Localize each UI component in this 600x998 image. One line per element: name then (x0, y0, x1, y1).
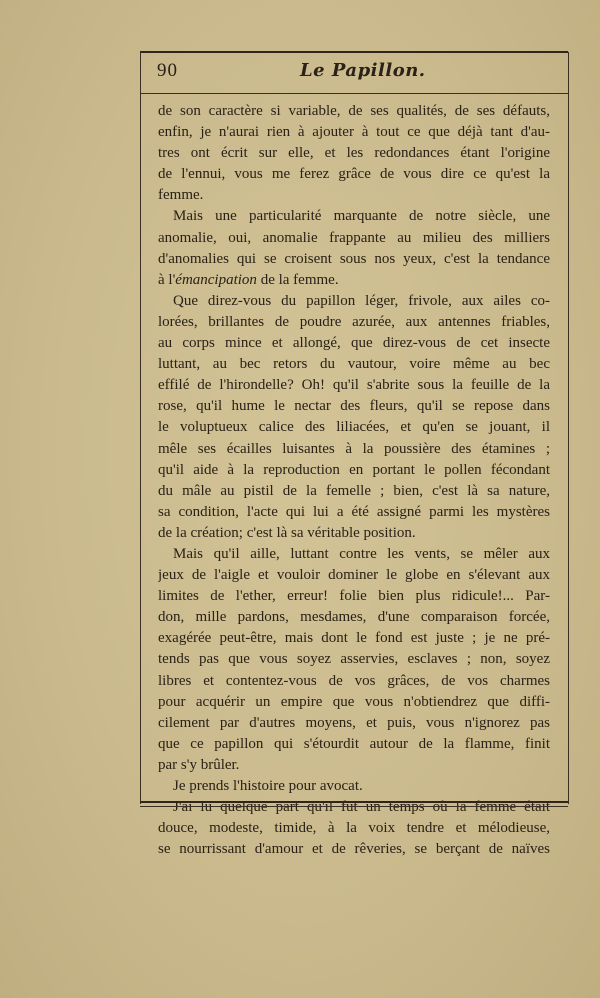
text-line: luttant, au bec retors du vautour, voire même au bec (158, 356, 550, 373)
text-line: lorées, brillantes de poudre azurée, aux antennes friables, (158, 313, 550, 330)
text-line: J'ai lu quelque part qu'il fut un temps où la femme était (173, 799, 550, 816)
text-line: par s'y brûler. (158, 756, 240, 773)
text-line: tends pas que vous soyez asservies, esclaves ; non, soyez (158, 651, 550, 668)
text-line: Mais une particularité marquante de notre siècle, une (173, 208, 550, 225)
text-line: limites de l'ether, erreur! folie bien plus ridicule!... Par- (158, 588, 550, 605)
text-line: d'anomalies qui se croisent sous nos yeux, c'est la tendance (158, 250, 550, 267)
bottom-rule (140, 801, 568, 803)
text-line: le voluptueux calice des liliacées, et qu'en se jouant, il (158, 419, 550, 436)
text-segment: de la femme. (256, 271, 339, 288)
text-line: libres et contentez-vous de vos grâces, de vos charmes (158, 672, 550, 689)
text-line: effilé de l'hirondelle? Oh! qu'il s'abrite sous la feuille de la (158, 377, 550, 394)
text-line: de l'ennui, vous me ferez grâce de vous dire ce qu'est la (158, 166, 550, 183)
text-line: jeux de l'aigle et vouloir dominer le globe en s'élevant aux (158, 567, 550, 584)
text-line: mêle ses écailles luisantes à la poussière des étamines ; (158, 440, 550, 457)
text-line: sa condition, l'acte qui lui a été assigné parmi les mystères (158, 503, 550, 520)
text-line: enfin, je n'aurai rien à ajouter à tout ce que déjà tant d'au- (158, 124, 550, 141)
body-text (158, 101, 550, 860)
text-line: femme. (158, 187, 204, 204)
text-line: qu'il aide à la reproduction en portant le pollen fécondant (158, 461, 550, 478)
text-line: cilement par d'autres moyens, et puis, vous n'ignorez pas (158, 714, 550, 731)
text-line: se nourrissant d'amour et de rêveries, se berçant de naïves (158, 841, 550, 858)
text-line: du mâle au pistil de la femelle ; bien, c'est là sa nature, (158, 482, 550, 499)
text-line: don, mille pardons, mesdames, d'une comparaison forcée, (158, 609, 550, 626)
text-line: au corps mince et allongé, que direz-vous de cet insecte (158, 335, 550, 352)
text-line: douce, modeste, timide, à la voix tendre et mélodieuse, (158, 820, 550, 837)
text-line: de la création; c'est là sa véritable position. (158, 524, 416, 541)
text-line: tres ont écrit sur elle, et les redondances étant l'origine (158, 145, 550, 162)
text-line: Que direz-vous du papillon léger, frivole, aux ailes co- (173, 292, 550, 309)
text-line (158, 270, 550, 291)
text-line: rose, qu'il hume le nectar des fleurs, qu'il se repose dans (158, 398, 550, 415)
text-line: Je prends l'histoire pour avocat. (173, 778, 363, 794)
text-line: exagérée peut-être, mais dont le fond est juste ; je ne pré- (158, 630, 550, 647)
text-segment: à l' (158, 271, 176, 288)
header-rule (140, 93, 568, 94)
emphasized-word: émancipation (175, 271, 257, 288)
text-line: de son caractère si variable, de ses qualités, de ses défauts, (158, 103, 550, 119)
text-line: pour acquérir un empire que vous n'obtiendrez que diffi- (158, 693, 550, 710)
text-line: Mais qu'il aille, luttant contre les vents, se mêler aux (173, 545, 550, 562)
running-title: Le Papillon. (300, 60, 426, 81)
text-line: anomalie, oui, anomalie frappante au milieu des milliers (158, 229, 550, 246)
page-number: 90 (157, 60, 178, 81)
bottom-rule-thin (140, 806, 568, 807)
text-line: que ce papillon qui s'étourdit autour de la flamme, finit (158, 735, 550, 752)
